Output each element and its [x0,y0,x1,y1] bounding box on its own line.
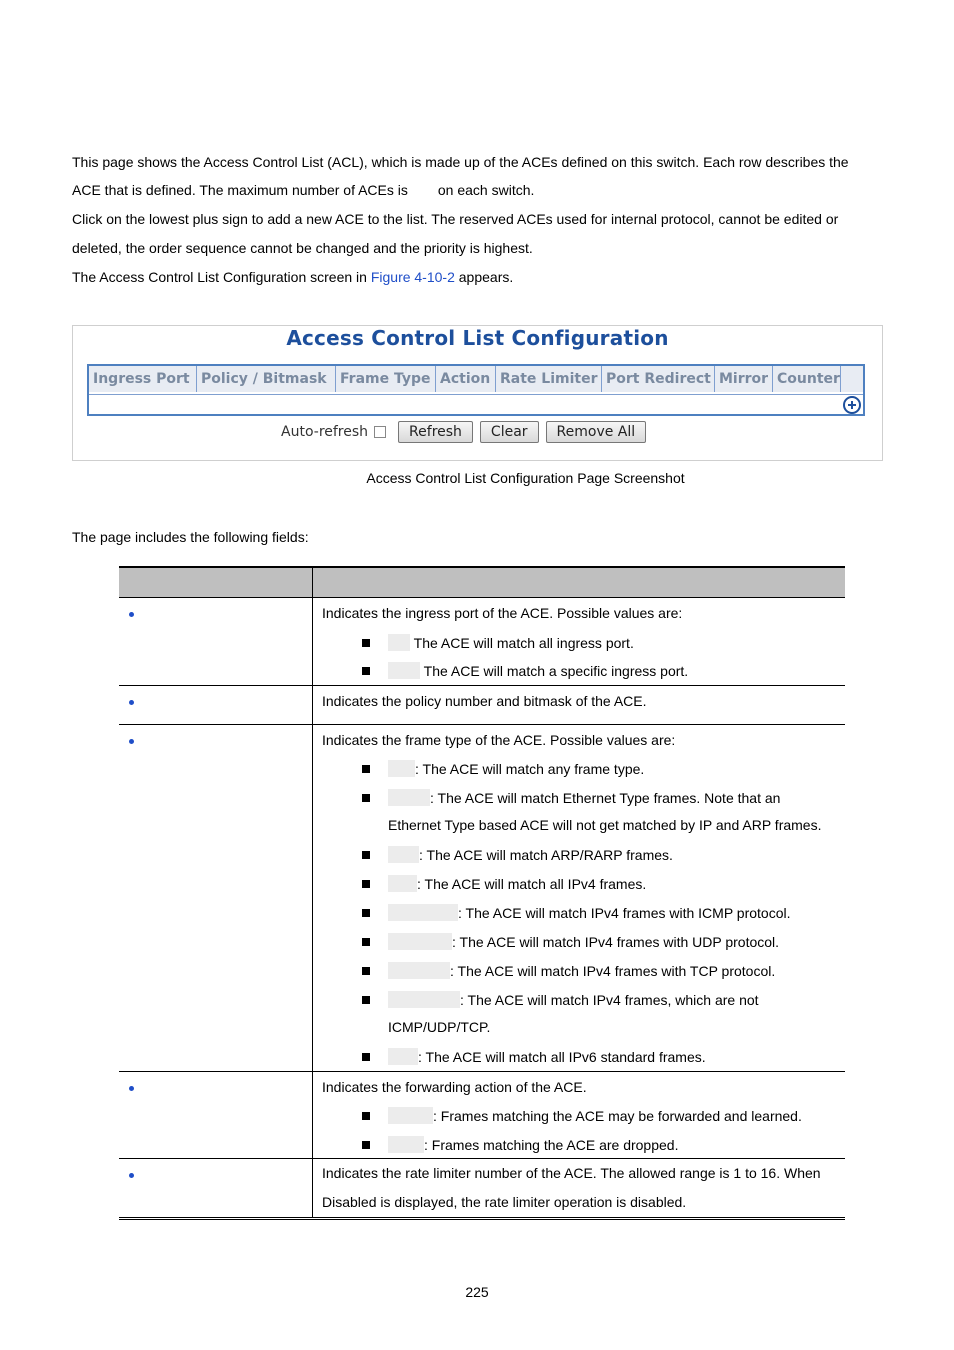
square-bullet-icon [362,639,370,647]
fields-intro: The page includes the following fields: [72,529,309,545]
col-blank [841,366,863,392]
field-row-ingress-port [119,598,845,686]
square-bullet-icon [362,1141,370,1149]
square-bullet-icon [362,938,370,946]
acl-screenshot [72,325,883,461]
intro-line-2 [72,181,534,199]
acl-config-title: Access Control List Configuration [286,326,669,350]
acl-table [87,364,865,416]
col-policy-bitmask: Policy / Bitmask [197,366,336,392]
square-bullet-icon [362,765,370,773]
list-item: : The ACE will match ARP/RARP frames. [388,846,673,863]
clear-button[interactable]: Clear [480,421,539,443]
field-row-action [119,1072,845,1159]
intro-line-1: This page shows the Access Control List (ACL), which is made up of the ACEs defined on this switch. Each row describes the [72,154,849,170]
col-ingress-port: Ingress Port [89,366,197,392]
list-item: : The ACE will match IPv4 frames, which are not [388,991,759,1008]
field-row-rate-limiter [119,1159,845,1220]
figure-link[interactable]: Figure 4-10-2 [370,269,455,285]
list-item: The ACE will match a specific ingress port. [388,662,688,679]
list-item: : The ACE will match IPv4 frames with ICMP protocol. [388,904,791,921]
bullet-icon [129,612,134,617]
refresh-button[interactable]: Refresh [398,421,473,443]
list-item: : The ACE will match IPv4 frames with UDP protocol. [388,933,779,950]
intro-line-5 [72,268,513,286]
square-bullet-icon [362,794,370,802]
fields-table-header [119,566,845,598]
square-bullet-icon [362,880,370,888]
field-desc: Indicates the ingress port of the ACE. Possible values are: [322,605,683,621]
square-bullet-icon [362,996,370,1004]
square-bullet-icon [362,1053,370,1061]
intro-line-3: Click on the lowest plus sign to add a new ACE to the list. The reserved ACEs used for internal protocol, cannot be edited or [72,211,839,227]
col-port-redirect: Port Redirect [602,366,715,392]
intro-line-5a: The Access Control List Configuration screen in [72,269,367,285]
square-bullet-icon [362,667,370,675]
list-item-continued: Ethernet Type based ACE will not get matched by IP and ARP frames. [388,817,822,833]
field-desc: Indicates the policy number and bitmask of the ACE. [322,693,647,709]
bullet-icon [129,1173,134,1178]
col-rate-limiter: Rate Limiter [496,366,602,392]
square-bullet-icon [362,967,370,975]
field-desc-1: Indicates the rate limiter number of the ACE. The allowed range is 1 to 16. When [322,1165,821,1181]
bullet-icon [129,700,134,705]
list-item: : The ACE will match all IPv4 frames. [388,875,646,892]
remove-all-button[interactable]: Remove All [546,421,647,443]
list-item: The ACE will match all ingress port. [388,634,634,651]
field-desc: Indicates the frame type of the ACE. Possible values are: [322,732,676,748]
auto-refresh-label: Auto-refresh [281,424,369,440]
col-counter: Counter [773,366,841,392]
col-mirror: Mirror [715,366,773,392]
field-row-policy-bitmask [119,686,845,725]
list-item: : The ACE will match all IPv6 standard frames. [388,1048,706,1065]
list-item-continued: ICMP/UDP/TCP. [388,1019,491,1035]
acl-table-header [89,366,863,392]
square-bullet-icon [362,1112,370,1120]
square-bullet-icon [362,909,370,917]
fields-table [119,566,845,1220]
bullet-icon [129,1086,134,1091]
intro-line-2a: ACE that is defined. The maximum number of ACEs is [72,182,408,198]
field-desc-2: Disabled is displayed, the rate limiter operation is disabled. [322,1194,687,1210]
list-item: : The ACE will match any frame type. [388,760,644,777]
acl-add-row [89,394,863,417]
list-item: : Frames matching the ACE may be forwarded and learned. [388,1107,802,1124]
figure-caption: Access Control List Configuration Page Screenshot [366,470,685,486]
list-item: : The ACE will match Ethernet Type frames. Note that an [388,789,780,806]
intro-line-4: deleted, the order sequence cannot be changed and the priority is highest. [72,240,533,256]
intro-line-2b: on each switch. [437,182,535,198]
acl-controls [281,420,653,444]
bullet-icon [129,739,134,744]
list-item: : Frames matching the ACE are dropped. [388,1136,678,1153]
plus-circle-icon[interactable] [843,396,861,414]
square-bullet-icon [362,851,370,859]
auto-refresh-checkbox[interactable] [374,426,386,438]
intro-line-5b: appears. [458,269,514,285]
field-desc: Indicates the forwarding action of the ACE. [322,1079,587,1095]
field-row-frame-type [119,725,845,1072]
list-item: : The ACE will match IPv4 frames with TCP protocol. [388,962,775,979]
col-action: Action [436,366,496,392]
page-number: 225 [465,1284,489,1300]
col-frame-type: Frame Type [336,366,436,392]
